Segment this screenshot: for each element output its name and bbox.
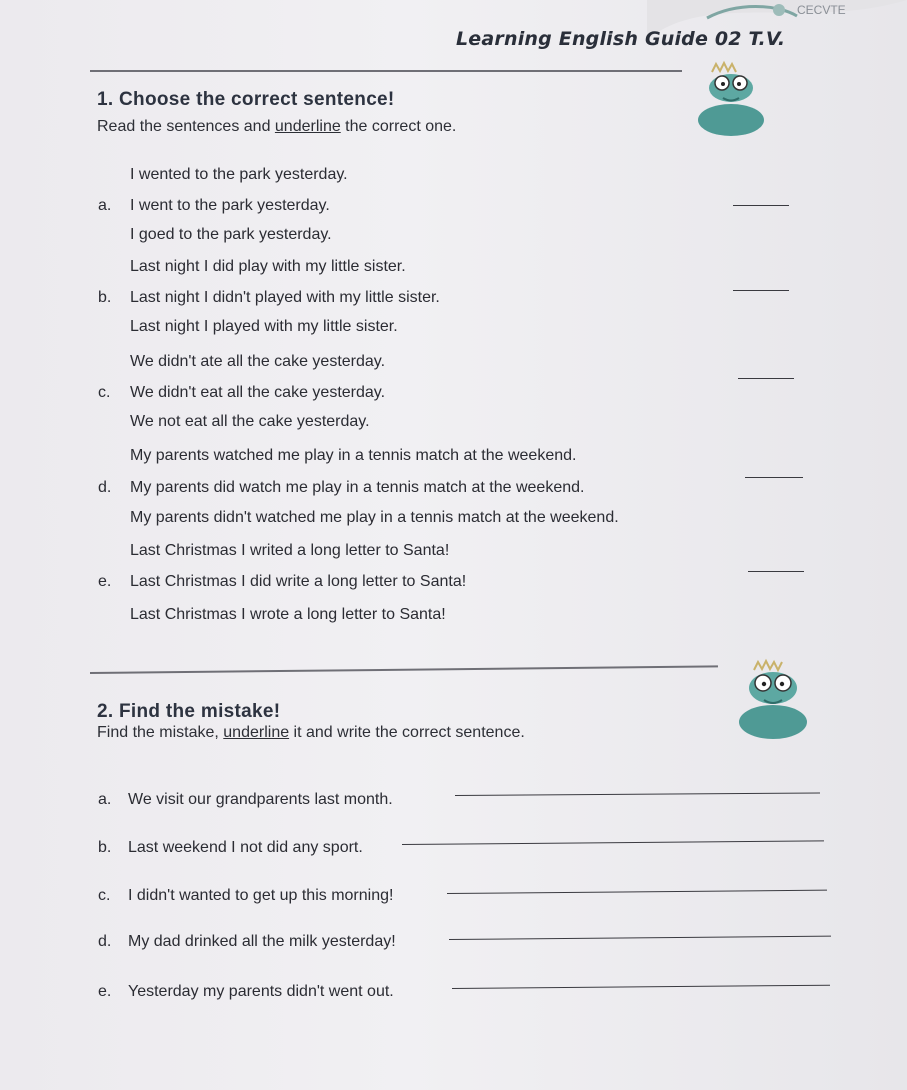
section1-instruction: Read the sentences and underline the correct one.: [97, 118, 457, 135]
guide-title: Learning English Guide 02 T.V.: [456, 28, 786, 50]
answer-line[interactable]: [402, 840, 824, 845]
section-divider: [90, 70, 682, 72]
section1-heading: 1. Choose the correct sentence!: [97, 89, 395, 110]
option-text[interactable]: Last Christmas I wrote a long letter to Santa!: [130, 606, 446, 623]
item-letter: e.: [98, 983, 112, 1000]
option-text[interactable]: I went to the park yesterday.: [130, 197, 330, 214]
option-text[interactable]: We didn't ate all the cake yesterday.: [130, 353, 386, 370]
section-divider: [90, 665, 718, 674]
option-text[interactable]: My parents watched me play in a tennis match at the weekend.: [130, 447, 577, 464]
answer-blank[interactable]: [745, 477, 803, 478]
section2-heading: 2. Find the mistake!: [97, 701, 281, 722]
option-text[interactable]: Last night I played with my little sister.: [130, 318, 398, 335]
item-letter: d.: [98, 479, 112, 496]
mistake-sentence[interactable]: Last weekend I not did any sport.: [128, 839, 363, 856]
corner-text: CECVTE: [797, 3, 846, 17]
option-text[interactable]: Last night I did play with my little sister.: [130, 258, 406, 275]
option-text[interactable]: Last Christmas I did write a long letter to Santa!: [130, 573, 467, 590]
option-text[interactable]: I goed to the park yesterday.: [130, 226, 332, 243]
item-letter: a.: [98, 791, 112, 808]
answer-blank[interactable]: [738, 378, 794, 379]
answer-line[interactable]: [452, 985, 830, 989]
item-letter: a.: [98, 197, 112, 214]
option-text[interactable]: We didn't eat all the cake yesterday.: [130, 384, 386, 401]
monster-mascot-icon: [730, 656, 816, 742]
answer-blank[interactable]: [748, 571, 804, 572]
option-text[interactable]: Last night I didn't played with my little sister.: [130, 289, 440, 306]
answer-blank[interactable]: [733, 205, 789, 206]
option-text[interactable]: My parents did watch me play in a tennis match at the weekend.: [130, 479, 585, 496]
option-text[interactable]: We not eat all the cake yesterday.: [130, 413, 370, 430]
item-letter: b.: [98, 839, 112, 856]
monster-mascot-icon: [690, 58, 772, 138]
answer-line[interactable]: [455, 792, 820, 796]
mistake-sentence[interactable]: My dad drinked all the milk yesterday!: [128, 933, 396, 950]
item-letter: e.: [98, 573, 112, 590]
answer-line[interactable]: [449, 936, 831, 940]
option-text[interactable]: My parents didn't watched me play in a tennis match at the weekend.: [130, 509, 619, 526]
option-text[interactable]: I wented to the park yesterday.: [130, 166, 348, 183]
section2-instruction: Find the mistake, underline it and write the correct sentence.: [97, 724, 525, 741]
item-letter: b.: [98, 289, 112, 306]
mistake-sentence[interactable]: We visit our grandparents last month.: [128, 791, 393, 808]
answer-blank[interactable]: [733, 290, 789, 291]
item-letter: d.: [98, 933, 112, 950]
item-letter: c.: [98, 887, 111, 904]
item-letter: c.: [98, 384, 111, 401]
option-text[interactable]: Last Christmas I writed a long letter to Santa!: [130, 542, 450, 559]
mistake-sentence[interactable]: Yesterday my parents didn't went out.: [128, 983, 394, 1000]
mistake-sentence[interactable]: I didn't wanted to get up this morning!: [128, 887, 394, 904]
answer-line[interactable]: [447, 890, 827, 894]
